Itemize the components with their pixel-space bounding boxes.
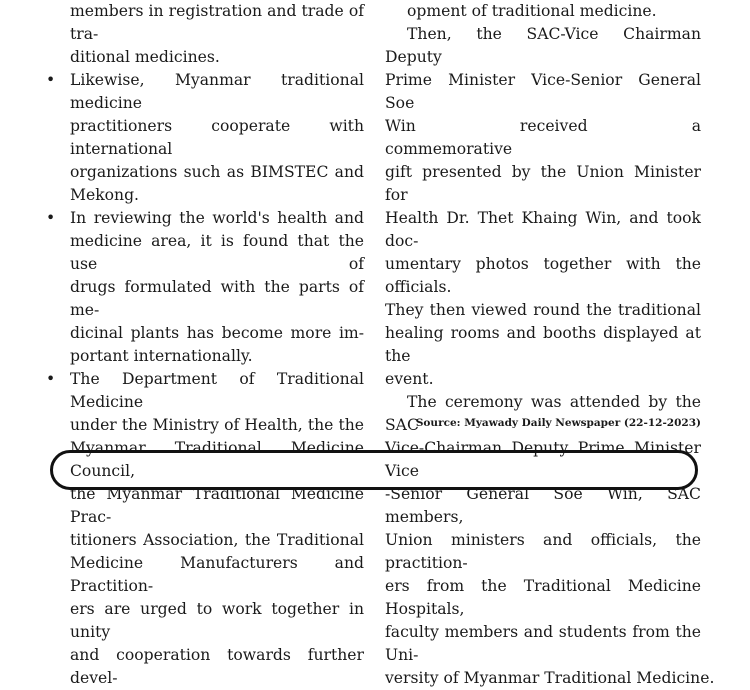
bullet-item-international-cooperation [46, 69, 364, 207]
text-line: umentary photos together with the officials. [385, 255, 701, 296]
text-line: ers from the Traditional Medicine Hospitals, [385, 577, 701, 618]
text-line: titioners Association, the Traditional [70, 531, 364, 549]
bullet-icon: • [46, 209, 56, 227]
text-line: gift presented by the Union Minister for [385, 163, 701, 204]
text-line: They then viewed round the traditional [385, 301, 701, 319]
text-line: organizations such as BIMSTEC and [70, 163, 364, 181]
text-line: medicine area, it is found that the use of [70, 232, 364, 273]
bullet-item-medicinal-plants [46, 207, 364, 368]
text-line: Likewise, Myanmar traditional medicine [70, 71, 364, 112]
text-line: Then, the SAC-Vice Chairman Deputy [385, 25, 701, 66]
text-line: versity of Myanmar Traditional Medicine. [385, 669, 715, 687]
text-line: portant internationally. [70, 347, 253, 365]
paragraph-ceremony-attendance [385, 391, 715, 690]
text-line: drugs formulated with the parts of me- [70, 278, 364, 319]
text-line: Myanmar Traditional Medicine Council, [70, 439, 364, 480]
text-line: members in registration and trade of tra- [70, 2, 364, 43]
text-line: In reviewing the world's health and [70, 209, 364, 227]
bottom-rounded-frame [50, 450, 698, 490]
text-line: -Senior General Soe Win, SAC members, [385, 485, 701, 526]
bullet-icon: • [46, 71, 56, 89]
text-line: under the Ministry of Health, the the [70, 416, 364, 434]
text-line: dicinal plants has become more im- [70, 324, 364, 342]
text-line: Medicine Manufacturers and Practition- [70, 554, 364, 595]
continued-paragraph [46, 0, 364, 69]
text-line: Health Dr. Thet Khaing Win, and took doc- [385, 209, 701, 250]
bullet-icon: • [46, 370, 56, 388]
text-line: Vice-Chairman Deputy Prime Minister Vice [385, 439, 701, 480]
text-line: The ceremony was attended by the SAC [385, 393, 701, 434]
text-line: ers are urged to work together in unity [70, 600, 364, 641]
text-line: Prime Minister Vice-Senior General Soe [385, 71, 701, 112]
paragraph-commemorative-gift [385, 23, 701, 391]
text-line: Mekong. [70, 186, 140, 204]
right-column [385, 0, 715, 690]
text-line: the Myanmar Traditional Medicine Prac- [70, 485, 364, 526]
text-line: Union ministers and officials, the practition- [385, 531, 701, 572]
source-credit: Source: Myawady Daily Newspaper (22-12-2023) [415, 417, 701, 429]
text-line: and cooperation towards further devel- [70, 646, 364, 687]
text-line: Win received a commemorative [385, 117, 701, 158]
bullet-item-department-cooperation [46, 368, 364, 690]
text-line: faculty members and students from the Uni- [385, 623, 701, 664]
text-line: ditional medicines. [70, 48, 220, 66]
text-line: healing rooms and booths displayed at the [385, 324, 701, 365]
text-line: event. [385, 370, 434, 388]
text-line: practitioners cooperate with international [70, 117, 364, 158]
text-line: The Department of Traditional Medicine [70, 370, 364, 411]
left-column [46, 0, 364, 690]
text-line: opment of traditional medicine. [407, 2, 657, 20]
